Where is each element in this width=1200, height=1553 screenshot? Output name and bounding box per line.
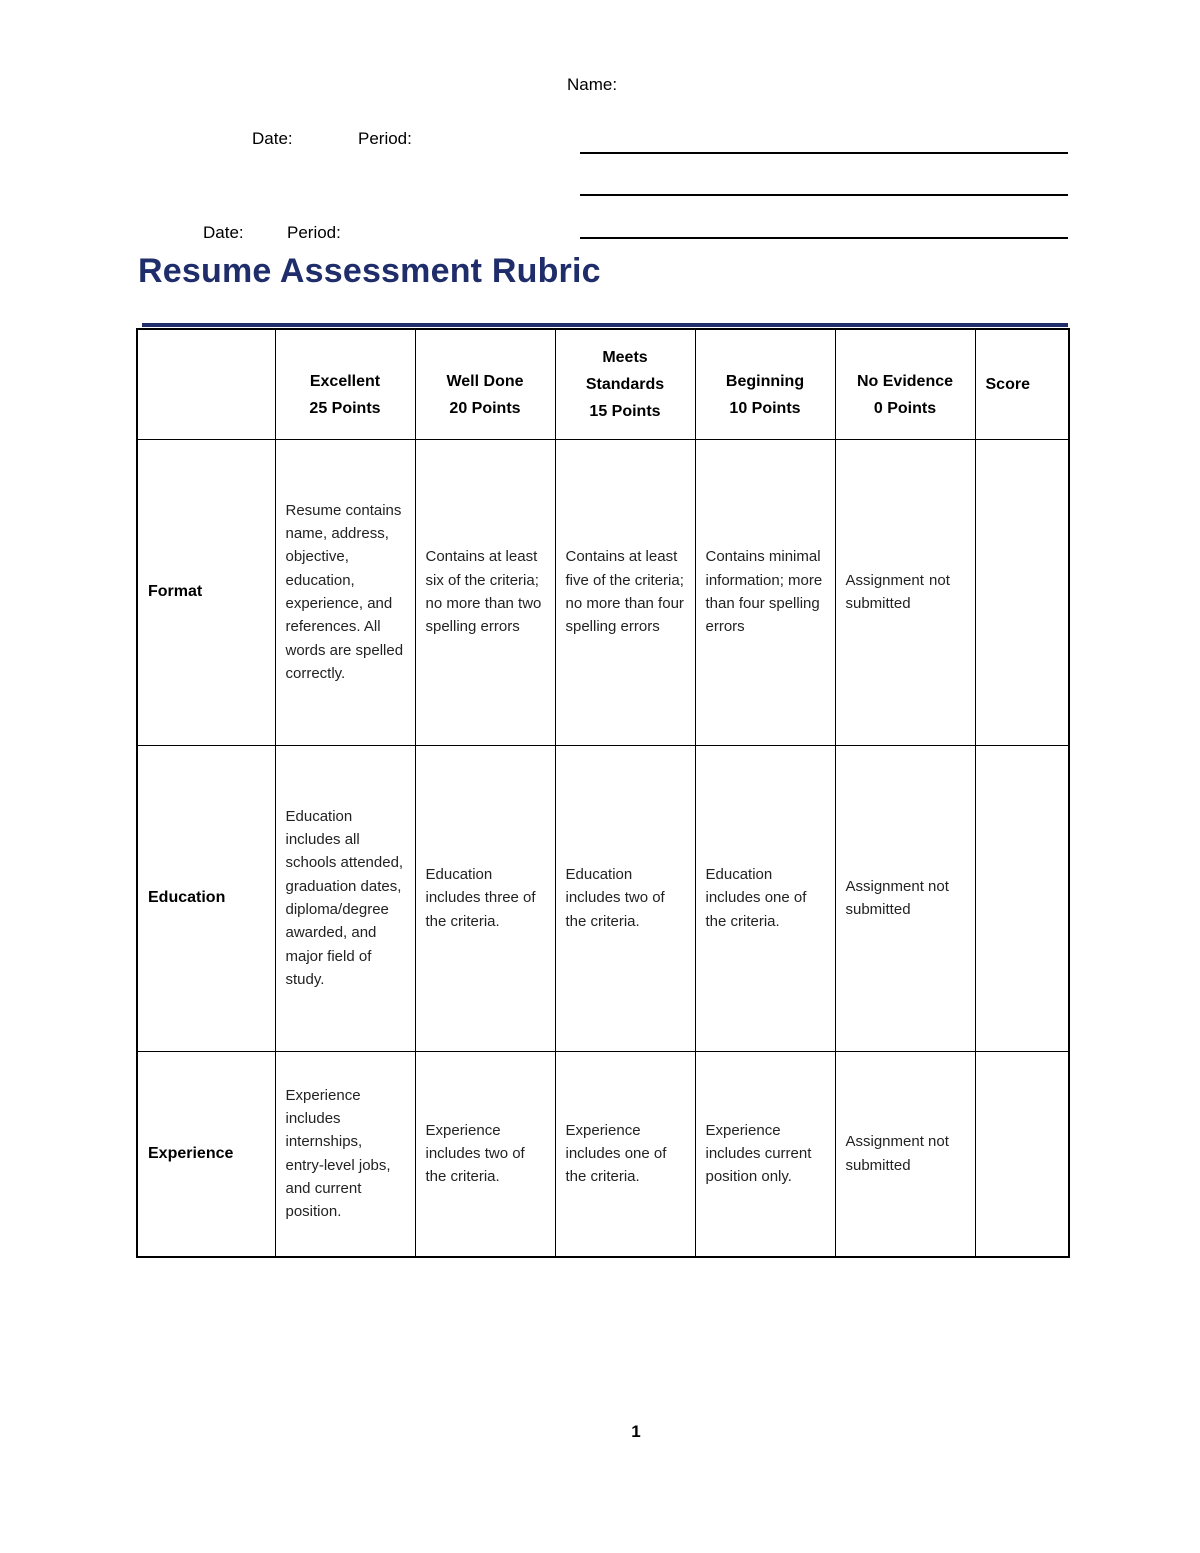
header-points: 10 Points [729,400,801,418]
header-label: Excellent [309,373,381,391]
header-beginning [695,329,835,439]
page-title: Resume Assessment Rubric [138,252,601,290]
rubric-cell: Assignment not submitted [835,745,975,1051]
score-cell[interactable] [975,439,1069,745]
date-label-second: Date: [203,223,244,242]
header-excellent [275,329,415,439]
title-underline-rule [142,323,1068,327]
period-line [580,237,1068,239]
rubric-table [136,328,1070,1258]
date-label: Date: [252,129,293,148]
rubric-cell: Experience includes two of the criteria. [415,1051,555,1257]
name-label: Name: [567,75,618,94]
rubric-row-experience [137,1051,1069,1257]
name-line [580,152,1068,154]
header-score [975,329,1069,439]
rubric-cell: Education includes one of the criteria. [695,745,835,1051]
criterion-label: Experience [137,1051,275,1257]
header-label: Beginning [725,373,805,391]
rubric-cell: Experience includes internships, entry-level jobs, and current position. [275,1051,415,1257]
rubric-cell: Education includes two of the criteria. [555,745,695,1051]
rubric-cell: Experience includes one of the criteria. [555,1051,695,1257]
header-label: Score [985,375,1030,393]
header-points: 25 Points [309,400,381,418]
date-line [580,194,1068,196]
score-cell[interactable] [975,1051,1069,1257]
header-meets-standards [555,329,695,439]
rubric-cell: Education includes three of the criteria. [415,745,555,1051]
page-number: 1 [631,1422,641,1441]
header-points: 20 Points [449,400,521,418]
rubric-row-format [137,439,1069,745]
rubric-cell: Contains minimal information; more than four spelling errors [695,439,835,745]
rubric-cell: Contains at least five of the criteria; no more than four spelling errors [555,439,695,745]
rubric-cell: Resume contains name, address, objective, education, experience, and references. All words are spelled correctly. [275,439,415,745]
header-points: 15 Points [589,402,661,420]
period-label: Period: [358,129,412,148]
rubric-cell: Assignment not submitted [835,1051,975,1257]
rubric-header-row [137,329,1069,439]
header-label: No Evidence [856,373,954,391]
score-cell[interactable] [975,745,1069,1051]
rubric-cell: Experience includes current position only. [695,1051,835,1257]
header-label: Well Done [446,373,524,391]
rubric-cell: Assignment not submitted [835,439,975,745]
rubric-row-education [137,745,1069,1051]
header-label: Meets Standards [585,348,665,393]
rubric-cell: Contains at least six of the criteria; no more than two spelling errors [415,439,555,745]
header-points: 0 Points [873,400,937,418]
rubric-cell: Education includes all schools attended, graduation dates, diploma/degree awarded, and major field of study. [275,745,415,1051]
criterion-label: Format [137,439,275,745]
header-no-evidence [835,329,975,439]
criterion-label: Education [137,745,275,1051]
header-well-done [415,329,555,439]
period-label-second: Period: [287,223,341,242]
header-blank-cell [137,329,275,439]
